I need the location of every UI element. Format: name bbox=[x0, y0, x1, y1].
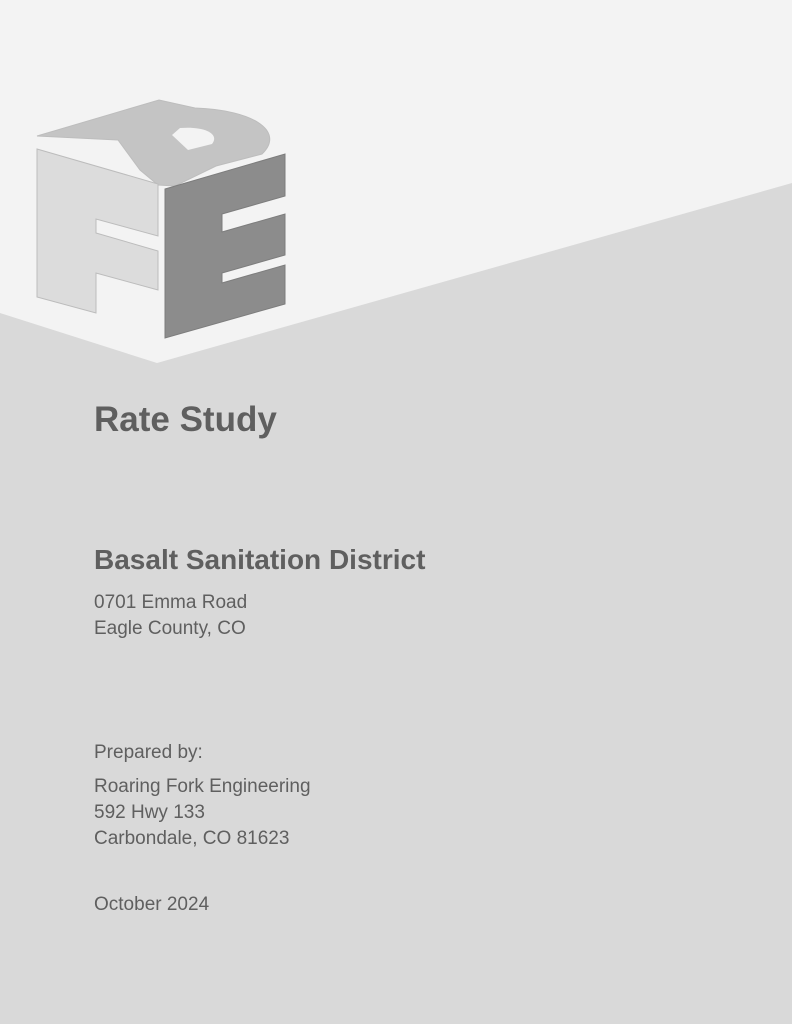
client-address bbox=[94, 590, 247, 642]
client-address-line: 0701 Emma Road bbox=[94, 592, 248, 613]
logo-f-face bbox=[37, 149, 158, 313]
document-title: Rate Study bbox=[94, 400, 277, 439]
document-date: October 2024 bbox=[94, 894, 210, 915]
logo-f-letter bbox=[37, 149, 158, 313]
preparer-line: Carbondale, CO 81623 bbox=[94, 828, 290, 849]
preparer-line: Roaring Fork Engineering bbox=[94, 776, 311, 797]
preparer-block bbox=[94, 774, 311, 852]
preparer-line: 592 Hwy 133 bbox=[94, 802, 205, 823]
client-address-line: Eagle County, CO bbox=[94, 618, 246, 639]
client-name: Basalt Sanitation District bbox=[94, 544, 426, 575]
prepared-by-label: Prepared by: bbox=[94, 742, 203, 763]
